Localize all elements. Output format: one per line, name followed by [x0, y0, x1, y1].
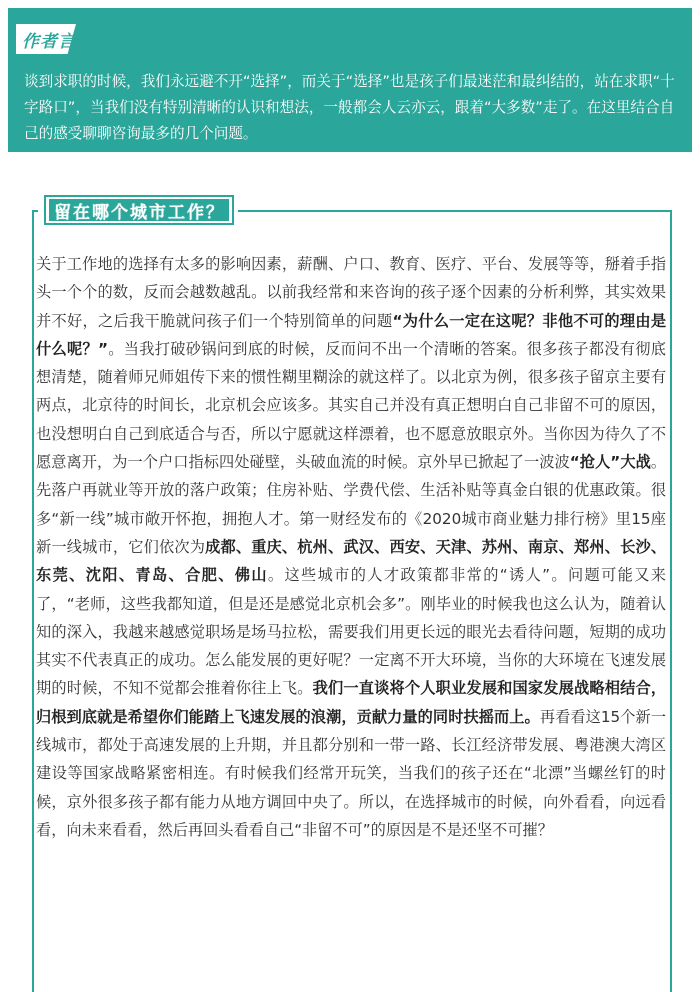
body-segment: 再看看这15个新一线城市，都处于高速发展的上升期，并且都分别和一带一路、长江经济带发展、粤港澳大湾区建设等国家战略紧密相连。有时候我们经常开玩笑，当我们的孩子还在“北漂”当螺丝钉的时候，京外很多孩子都有能力从地方调回中央了。所以，在选择城市的时候，向外看看，向远看看，向未来看看，然后再回头看看自己“非留不可”的原因是不是还坚不可摧？	[36, 707, 667, 839]
body-segment: 关于工作地的选择有太多的影响因素，薪酬、户口、教育、医疗、平台、发展等等，掰着手指头一个个的数，反而会越数越乱。以前我经常和来咨询的孩子逐个因素的分析利弊，其实效果并不好，之后我干脆就问孩子们一个特别简单的问题	[36, 255, 666, 330]
body-segment-bold: “抢人”大战	[569, 453, 651, 472]
section-heading: 留在哪个城市工作？	[54, 203, 225, 223]
body-segment: 。这些城市的人才政策都非常的“诱人”。问题可能又来了，“老师，这些我都知道，但是还是感觉北京机会多”。刚毕业的时候我也这么认为，随着认知的深入，我越来越感觉职场是场马拉松，需要我们用更长远的眼光去看待问题，短期的成功其实不代表真正的成功。怎么能发展的更好呢？一定离不开大环境，当你的大环境在飞速发展期的时候，不知不觉都会推着你往上飞。	[36, 566, 666, 698]
section-body	[36, 250, 666, 844]
body-segment-bold: “为什么一定在这呢？非他不可的理由是什么呢？”	[36, 311, 667, 358]
body-segment: 。先落户再就业等开放的落户政策；住房补贴、学费代偿、生活补贴等真金白银的优惠政策。很多“新一线”城市敞开怀抱，拥抱人才。第一财经发布的《2020城市商业魅力排行榜》里15座新一线城市，它们依次为	[36, 453, 667, 556]
author-note-banner	[8, 8, 692, 152]
body-segment-bold: 成都、重庆、杭州、武汉、西安、天津、苏州、南京、郑州、长沙、东莞、沈阳、青岛、合肥、佛山	[36, 537, 667, 585]
body-segment-bold: 我们一直谈将个人职业发展和国家发展战略相结合，归根到底就是希望你们能踏上飞速发展的浪潮，贡献力量的同时扶摇而上。	[36, 679, 667, 726]
author-note-text: 谈到求职的时候，我们永远避不开“选择”，而关于“选择”也是孩子们最迷茫和最纠结的，站在求职“十字路口”，当我们没有特别清晰的认识和想法，一般都会人云亦云，跟着“大多数”走了。在这里结合自己的感受聊聊咨询最多的几个问题。	[24, 73, 675, 142]
author-note-title: 作者言	[22, 32, 76, 52]
body-segment: 。当我打破砂锅问到底的时候，反而问不出一个清晰的答案。很多孩子都没有彻底想清楚，随着师兄师姐传下来的惯性糊里糊涂的就这样了。以北京为例，很多孩子留京主要有两点，北京待的时间长，北京机会应该多。其实自己并没有真正想明白自己非留不可的原因，也没想明白自己到底适合与否，所以宁愿就这样漂着，也不愿意放眼京外。当你因为待久了不愿意离开，为一个户口指标四处碰壁，头破血流的时候。京外早已掀起了一波波	[36, 339, 666, 472]
